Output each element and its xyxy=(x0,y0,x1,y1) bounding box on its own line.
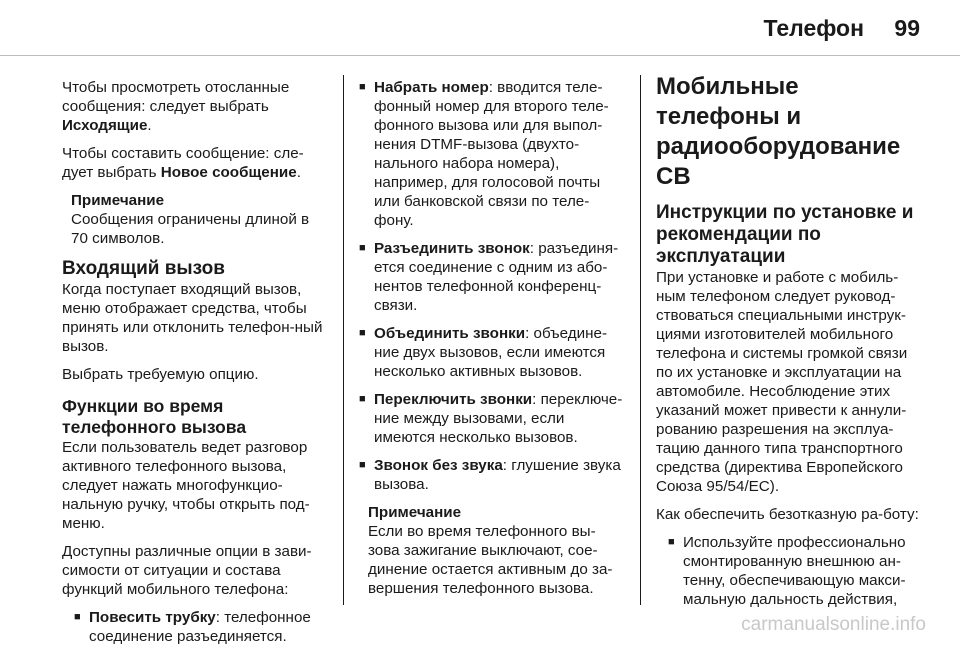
watermark: carmanualsonline.info xyxy=(741,614,926,635)
bullet-term: Повесить трубку xyxy=(89,609,216,626)
column-divider xyxy=(640,75,641,605)
bullet-list xyxy=(62,608,330,646)
paragraph-functions-2: Доступны различные опции в зави-симости от ситуации и состава функций мобильного телефона: xyxy=(62,543,312,598)
punctuation: . xyxy=(296,164,301,181)
bullet-list xyxy=(359,78,627,494)
heading-incoming-call: Входящий вызов xyxy=(62,258,225,279)
bullet-text: : глушение звука вызова. xyxy=(374,457,621,493)
header-title: Телефон xyxy=(763,15,864,41)
paragraph-outbox xyxy=(62,78,330,135)
note-title: Примечание xyxy=(71,192,165,209)
page-header xyxy=(0,0,960,56)
note-title: Примечание xyxy=(368,504,462,521)
paragraph-how-to: Как обеспечить безотказную ра-боту: xyxy=(656,506,919,523)
punctuation: . xyxy=(147,117,152,134)
note-block xyxy=(359,503,627,598)
list-item xyxy=(359,324,627,381)
list-item: ■ Используйте профессионально смонтированную внешнюю ан-тенну, обеспечивающую макси-мальную дальность действия, xyxy=(668,533,924,609)
paragraph-incoming-1: Когда поступает входящий вызов, меню отображает средства, чтобы принять или отклонить телефон-ный вызов. xyxy=(62,281,323,355)
bullet-text: : разъединя-ется соединение с одним из або-нентов телефонной конференц-связи. xyxy=(374,240,619,314)
page-number: 99 xyxy=(894,15,920,41)
bullet-term: Набрать номер xyxy=(374,79,489,96)
column-3 xyxy=(656,73,924,618)
subheading-installation: Инструкции по установке и рекомендации по эксплуатации xyxy=(656,202,914,267)
paragraph-text: Чтобы просмотреть отосланные сообщения: следует выбрать xyxy=(62,79,290,115)
menu-term-new-message: Новое сообщение xyxy=(160,164,297,181)
bullet-text: : вводится теле-фонный номер для второго теле-фонного вызова или для выпол-нения DTMF-вызова (двухто-нального набора номера), например, для голосовой почты или банковской связи по теле-фону. xyxy=(374,79,609,229)
column-divider xyxy=(343,75,344,605)
list-item xyxy=(74,608,330,646)
bullet-term: Переключить звонки xyxy=(374,391,533,408)
bullet-term: Объединить звонки xyxy=(374,325,526,342)
bullet-text: : телефонное соединение разъединяется. xyxy=(89,609,311,645)
paragraph-text: Чтобы составить сообщение: сле-дует выбрать xyxy=(62,145,304,181)
bullet-term: Звонок без звука xyxy=(374,457,503,474)
column-2 xyxy=(359,78,627,608)
header-rule xyxy=(0,55,960,56)
paragraph-functions-1: Если пользователь ведет разговор активного телефонного вызова, следует нажать многофункцио-нальную ручку, чтобы открыть под-меню. xyxy=(62,439,310,532)
note-block xyxy=(62,191,330,248)
list-item xyxy=(359,456,627,494)
note-text: Сообщения ограничены длиной в 70 символов. xyxy=(71,211,310,247)
column-1 xyxy=(62,78,330,655)
paragraph-incoming-2: Выбрать требуемую опцию. xyxy=(62,366,259,383)
list-item xyxy=(359,239,627,315)
list-item xyxy=(359,78,627,230)
menu-term-outbox: Исходящие xyxy=(62,117,148,134)
bullet-text: : объедине-ние двух вызовов, если имеются несколько активных вызовов. xyxy=(374,325,607,380)
note-text: Если во время телефонного вы-зова зажигание выключают, сое-динение остается активным до за-вершения телефонного вызова. xyxy=(368,523,613,597)
list-item xyxy=(359,390,627,447)
bullet-list xyxy=(656,533,924,609)
paragraph-new-message xyxy=(62,144,330,182)
bullet-text: : переключе-ние между вызовами, если имеются несколько вызовов. xyxy=(374,391,623,446)
paragraph-installation: При установке и работе с мобиль-ным телефоном следует руковод-ствоваться специальными инструк-циями изготовителей мобильного телефона и системы громкой связи по их установке и эксплуатации на автомобиле. Несоблюдение этих указаний может привести к аннули-рованию разрешения на эксплуа-тацию данного типа транспортного средства (директива Европейского Союза 95/54/EC). xyxy=(656,269,908,495)
heading-mobile-phones: Мобильные телефоны и радиооборудование CB xyxy=(656,73,901,190)
bullet-term: Разъединить звонок xyxy=(374,240,530,257)
heading-call-functions: Функции во время телефонного вызова xyxy=(62,396,247,437)
